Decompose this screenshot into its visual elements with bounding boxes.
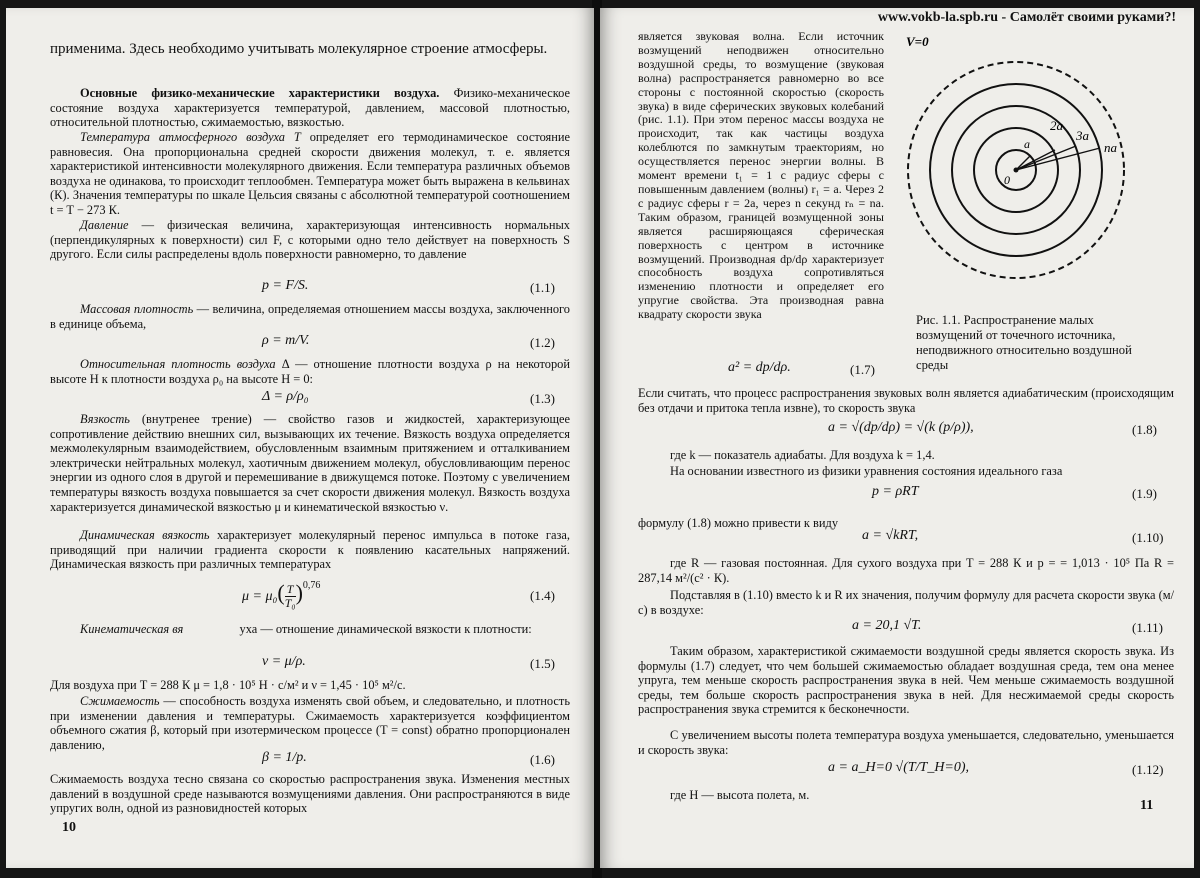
figure-label-2a: 2a [1050, 118, 1063, 133]
substitution-paragraph: Подставляя в (1.10) вместо k и R их значения, получим формулу для расчета скорости звука (м/с) в воздухе: [638, 588, 1175, 617]
equation-1-4-exponent: 0,76 [302, 580, 321, 591]
dynamic-viscosity-paragraph [50, 528, 570, 572]
compressibility-term: Сжимаемость [80, 694, 160, 708]
mass-density-term: Массовая плотность [80, 302, 194, 316]
temperature-paragraph [50, 130, 570, 218]
intro-text: Физико-механическое состояние воздуха характеризуется температурой, давлением, массовой плотностью, относительной плотностью, сжимаемостью, вязкостью. [50, 86, 570, 130]
equation-number-1-12: (1.12) [1132, 762, 1164, 777]
equation-number-1-11: (1.11) [1132, 620, 1163, 635]
sound-wave-paragraph: является звуковая волна. Если источник возмущений неподвижен относительно воздушной среды, то возмущение (звуковая волна) распространяется равномерно во все стороны с постоянной скоростью (скорость звука) в виде сферических звуковых колебаний (рис. 1.1). При этом перенос массы воздуха не происходит, так как частицы воздуха колеблются по замкнутым траекториям, но осуществляется перенос энергии волны. В момент времени t₁ = 1 с радиус сферы с повышенным давлением (волны) r₁ = a. Через 2 с радиус сферы r = 2a, через n секунд rₙ = na. Таким образом, границей возмущенной зоны является расширяющаяся сферическая поверхность с центром в источнике возмущений. Производная dp/dρ характеризует способность воздуха сопротивляться изменению плотности и определяет его упругие свойства. Эта производная равна квадрату скорости звука [638, 29, 884, 322]
viscosity-paragraph [50, 412, 570, 514]
viscosity-text: (внутренее трение) — свойство газов и жидкостей, характеризующее сопротивление действию внешних сил, вызывающих их течение. Вязкость воздуха определяется межмолекулярным взаимодействием, обусловленным взаимным притяжением и отталкиванием электрически нейтральных молекул, хаотичным движением молекул, обусловливающим перенос энергии из одного слоя в другой и перемешивание в движущемся потоке. Поэтому с увеличением температуры вязкость воздуха повышается за счет скорости движения молекул. Вязкость воздуха характеризуется динамической вязкостью μ и кинематической вязкостью ν. [50, 412, 570, 514]
equation-number-1-4: (1.4) [530, 588, 555, 603]
lead-paragraph: применима. Здесь необходимо учитывать молекулярное строение атмосферы. [50, 41, 548, 57]
equation-1-4-numerator: T [285, 583, 296, 597]
viscosity-term: Вязкость [80, 412, 130, 426]
figure-label-v: V=0 [906, 34, 929, 49]
equation-1-4-fraction [285, 583, 296, 610]
figure-label-na: na [1104, 140, 1117, 155]
adiabatic-paragraph: Если считать, что процесс распространения звуковых волн является адиабатическим (происходящим без отдачи и притока тепла извне), то скорость звука [638, 386, 1174, 415]
equation-1-4-lhs: μ = μ₀ [242, 589, 278, 604]
figure-sound-waves [900, 28, 1170, 298]
formula-reduce-paragraph: формулу (1.8) можно привести к виду [638, 516, 839, 530]
dynamic-viscosity-term: Динамическая вязкость [80, 528, 210, 542]
relative-density-term: Относительная плотность воздуха [80, 357, 276, 371]
right-page [600, 8, 1194, 868]
equation-1-5: ν = μ/ρ. [262, 654, 306, 669]
temperature-term: Температура атмосферного воздуха T [80, 130, 301, 144]
equation-1-3: Δ = ρ/ρ₀ [262, 389, 309, 404]
section-title: Основные физико-механические характеристики воздуха. [80, 86, 440, 100]
state-equation-paragraph: На основании известного из физики уравнения состояния идеального газа [670, 464, 1063, 478]
pressure-paragraph [50, 218, 570, 262]
compressibility-text: — способность воздуха изменять свой объем, и следовательно, и плотность при изменении давления и температуры. Сжимаемость характеризуется коэффициентом объемного сжатия β, который при изотермическом процессе (T = const) обратно пропорционален давлению, [50, 694, 570, 752]
equation-1-4: μ = μ₀( $\frac{T}{\text{T₀}}$ )$^{0,76}$ [242, 580, 321, 611]
equation-number-1-6: (1.6) [530, 752, 555, 767]
pressure-text: — физическая величина, характеризующая интенсивность нормальных (перпендикулярных к поверхности) сил F, с которыми одно тело действует на поверхность S другого. Если силы распределены вдоль поверхности равномерно, то давление [50, 218, 570, 262]
site-header: www.vokb-la.spb.ru - Самолёт своими руками?! [877, 10, 1176, 25]
figure-caption: Рис. 1.1. Распространение малых возмущений от точечного источника, неподвижного относительно воздушной среды [916, 312, 1132, 372]
equation-1-8: a = √(dp/dρ) = √(k (p/ρ)), [828, 420, 974, 435]
equation-1-7: a² = dp/dρ. [728, 360, 791, 375]
figure-label-origin: 0 [1004, 173, 1010, 187]
figure-label-a: a [1024, 137, 1030, 151]
relative-density-paragraph [50, 357, 570, 386]
adiabatic-index-paragraph: где k — показатель адиабаты. Для воздуха k = 1,4. [670, 448, 935, 462]
equation-number-1-9: (1.9) [1132, 486, 1157, 501]
equation-1-1: p = F/S. [262, 278, 309, 293]
page-number-left: 10 [62, 820, 76, 835]
mass-density-paragraph [50, 302, 570, 331]
equation-1-12: a = a_H=0 √(T/T_H=0), [828, 760, 970, 775]
dynamic-viscosity-text: характеризует молекулярный перенос импульса в потоке газа, приводящий при наличии градиента скорости к появлению касательных напряжений. Динамическая вязкость при различных температурах [50, 528, 570, 572]
equation-1-9: p = ρRT [872, 484, 919, 499]
equation-number-1-5: (1.5) [530, 656, 555, 671]
temperature-text: определяет его термодинамическое состояние равновесия. Она пропорциональна средней скорости движения молекул, т. е. является характеристикой интенсивности молекулярного движения. Если температура различных объемов воздуха не одинакова, то происходит теплообмен. Температура может быть выражена в кельвинах (К). Значения температуры по шкале Цельсия связаны с абсолютной температурой соотношением t = T − 273 К. [50, 130, 570, 217]
equation-number-1-7: (1.7) [850, 362, 875, 377]
kinematic-viscosity-text: уха — отношение динамической вязкости к плотности: [239, 622, 532, 636]
equation-1-4-denominator: T₀ [284, 596, 296, 611]
equation-number-1-8: (1.8) [1132, 422, 1157, 437]
equation-number-1-10: (1.10) [1132, 530, 1164, 545]
equation-1-11: a = 20,1 √T. [852, 618, 922, 633]
kinematic-viscosity-term: Кинематическая вя [80, 622, 184, 636]
left-page [6, 8, 594, 868]
relative-density-text: Δ — отношение плотности воздуха ρ на некоторой высоте H к плотности воздуха ρ₀ на высоте H = 0: [50, 357, 570, 386]
air-values-paragraph: Для воздуха при T = 288 К μ = 1,8 · 10⁵ Н · с/м² и ν = 1,45 · 10⁵ м²/с. [50, 678, 406, 692]
page-number-right: 11 [1140, 798, 1154, 813]
compressibility-summary-paragraph: Таким образом, характеристикой сжимаемости воздушной среды является скорость звука. Из формулы (1.7) следует, что чем большей сжимаемостью обладает воздушная среда, тем она менее упруга, тем меньше скорость распространения звука в ней. Чем меньше сжимаемость воздушной среды, тем больше скорость распространения звука в ней. Для несжимаемой среды скорость распространения звука стремится к бесконечности. [638, 644, 1174, 717]
altitude-paragraph: С увеличением высоты полета температура воздуха уменьшается, следовательно, уменьшается и скорость звука: [638, 728, 1174, 757]
equation-1-6: β = 1/p. [262, 750, 307, 765]
intro-paragraph [50, 86, 570, 130]
mass-density-text: — величина, определяемая отношением массы воздуха, заключенного в единице объема, [50, 302, 570, 331]
figure-label-3a: 3a [1076, 128, 1089, 143]
compressibility-paragraph [50, 694, 570, 752]
equation-number-1-2: (1.2) [530, 335, 555, 350]
equation-1-2: ρ = m/V. [262, 333, 310, 348]
equation-number-1-1: (1.1) [530, 280, 555, 295]
equation-number-1-3: (1.3) [530, 391, 555, 406]
pressure-term: Давление [80, 218, 129, 232]
kinematic-viscosity-paragraph [50, 622, 570, 637]
altitude-definition-paragraph: где H — высота полета, м. [670, 788, 810, 802]
closing-paragraph: Сжимаемость воздуха тесно связана со скоростью распространения звука. Изменения местных давлений в воздушной среде называются возмущениями давления. Они распространяются в виде упругих волн, одной из разновидностей которых [50, 772, 570, 816]
gas-constant-paragraph: где R — газовая постоянная. Для сухого воздуха при T = 288 К и p = = 1,013 · 10⁵ Па R = 287,14 м²/(с² · К). [638, 556, 1174, 585]
equation-1-10: a = √kRT, [862, 528, 919, 543]
